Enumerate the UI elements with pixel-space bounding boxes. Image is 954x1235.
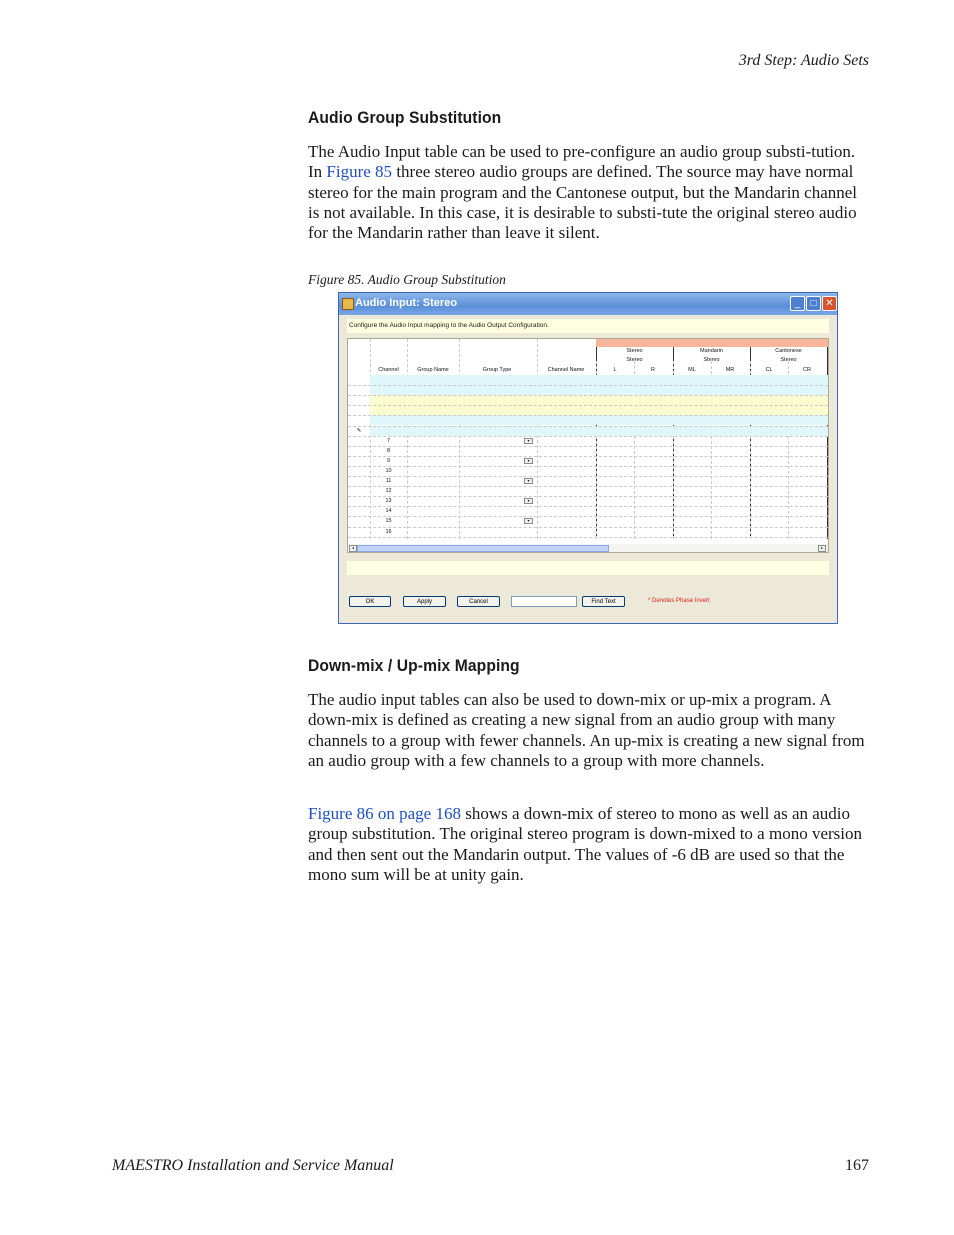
footer-manual-title: MAESTRO Installation and Service Manual bbox=[112, 1157, 394, 1174]
table-cell[interactable] bbox=[537, 527, 595, 537]
row-highlight bbox=[370, 426, 828, 436]
window-titlebar[interactable] bbox=[339, 293, 837, 315]
table-cell[interactable] bbox=[459, 436, 535, 446]
instruction-banner: Configure the Audio Input mapping to the Audio Output Configuration. bbox=[347, 319, 829, 333]
para-text-a: The Audio Input table can be used to pre-configure an audio group substi-tution. In bbox=[308, 142, 856, 182]
row-divider bbox=[348, 476, 828, 477]
row-divider bbox=[348, 385, 828, 386]
output-group-name: Mandarin bbox=[700, 348, 723, 354]
table-cell[interactable] bbox=[459, 516, 535, 526]
app-icon bbox=[342, 298, 354, 310]
dropdown-arrow-icon[interactable]: ▾ bbox=[524, 478, 533, 484]
table-cell[interactable]: 11 bbox=[385, 478, 392, 484]
para2-text: shows a down-mix of stereo to mono as well as an audio group substitution. The original stereo program is down-mixed to a mono version and then sent out the Mandarin output. The values of -6 dB are used so that the mono sum will be at unity gain. bbox=[308, 804, 862, 884]
table-cell[interactable] bbox=[407, 527, 459, 537]
output-header-strip bbox=[596, 338, 828, 347]
row-divider bbox=[348, 496, 828, 497]
para-text-b: three stereo audio groups are defined. The source may have normal stereo for the main program and the Cantonese output, but the Mandarin channel is not available. In this case, it is desirable to substi-tute the original stereo audio for the Mandarin rather than leave it silent. bbox=[308, 162, 858, 243]
row-edit-pencil-icon: ✎ bbox=[356, 427, 362, 434]
column-header: Group Name bbox=[417, 367, 449, 373]
row-divider bbox=[348, 486, 828, 487]
table-cell[interactable] bbox=[407, 496, 459, 506]
output-group-type: Stereo bbox=[780, 357, 797, 363]
dropdown-arrow-icon[interactable]: ▾ bbox=[524, 518, 533, 524]
row-divider bbox=[348, 446, 828, 447]
table-cell[interactable]: 9 bbox=[386, 457, 391, 464]
output-group-name: Stereo bbox=[626, 348, 643, 354]
close-icon[interactable]: ✕ bbox=[822, 296, 837, 311]
paragraph-figure-86 bbox=[308, 804, 870, 885]
table-cell[interactable] bbox=[537, 506, 595, 516]
column-header: Channel bbox=[378, 367, 399, 373]
table-cell[interactable] bbox=[537, 516, 595, 526]
figure-85-link[interactable]: Figure 85 bbox=[326, 162, 393, 182]
output-group-type: Stereo bbox=[703, 357, 720, 363]
row-divider bbox=[348, 466, 828, 467]
footer-page-number: 167 bbox=[845, 1157, 869, 1174]
row-highlight bbox=[370, 385, 828, 395]
output-channel-header: ML bbox=[688, 367, 696, 373]
mapping-grid[interactable] bbox=[347, 338, 829, 553]
table-cell[interactable] bbox=[459, 486, 535, 496]
table-cell[interactable]: 13 bbox=[385, 498, 392, 505]
status-bar bbox=[347, 561, 829, 575]
cancel-button[interactable]: Cancel bbox=[457, 596, 500, 607]
group-divider bbox=[827, 341, 828, 539]
ok-button[interactable]: OK bbox=[349, 596, 391, 607]
output-group-name: Cantonese bbox=[775, 348, 802, 354]
row-divider bbox=[348, 415, 828, 416]
scroll-thumb[interactable] bbox=[357, 545, 609, 552]
output-channel-header: MR bbox=[725, 367, 735, 373]
table-cell[interactable] bbox=[407, 466, 459, 476]
table-cell[interactable] bbox=[407, 516, 459, 526]
table-cell[interactable] bbox=[459, 466, 535, 476]
table-cell[interactable]: 15 bbox=[385, 518, 392, 525]
paragraph-substitution bbox=[308, 142, 870, 243]
table-cell[interactable] bbox=[407, 436, 459, 446]
table-cell[interactable] bbox=[459, 527, 535, 537]
table-cell[interactable] bbox=[537, 446, 595, 456]
row-highlight bbox=[370, 375, 828, 385]
table-cell[interactable]: 16 bbox=[385, 528, 392, 535]
table-cell[interactable] bbox=[407, 446, 459, 456]
table-cell[interactable] bbox=[537, 436, 595, 446]
row-divider bbox=[348, 506, 828, 507]
figure-caption: Figure 85. Audio Group Substitution bbox=[308, 272, 506, 287]
row-highlight bbox=[370, 415, 828, 425]
table-cell[interactable] bbox=[537, 476, 595, 486]
find-text-input[interactable] bbox=[511, 596, 577, 607]
row-divider bbox=[348, 456, 828, 457]
horizontal-scrollbar[interactable] bbox=[348, 544, 828, 553]
table-cell[interactable] bbox=[537, 486, 595, 496]
window-title: Audio Input: Stereo bbox=[355, 297, 458, 309]
row-divider bbox=[348, 405, 828, 406]
table-cell[interactable]: 8 bbox=[386, 447, 391, 454]
audio-input-window bbox=[338, 292, 838, 624]
find-text-button[interactable]: Find Text bbox=[582, 596, 625, 607]
table-cell[interactable] bbox=[459, 506, 535, 516]
table-cell[interactable] bbox=[537, 456, 595, 466]
output-channel-header: R bbox=[651, 367, 655, 373]
output-group-type: Stereo bbox=[626, 357, 643, 363]
maximize-icon[interactable]: □ bbox=[806, 296, 821, 311]
table-cell[interactable] bbox=[537, 466, 595, 476]
section-heading-down-mix: Down-mix / Up-mix Mapping bbox=[308, 656, 520, 675]
scroll-right-icon[interactable]: ▸ bbox=[818, 545, 826, 552]
table-cell[interactable] bbox=[459, 446, 535, 456]
row-divider bbox=[348, 426, 828, 427]
figure-86-link[interactable]: Figure 86 on page 168 bbox=[308, 804, 461, 823]
section-heading-audio-group-substitution: Audio Group Substitution bbox=[308, 108, 502, 127]
row-divider bbox=[348, 527, 828, 528]
running-head: 3rd Step: Audio Sets bbox=[738, 52, 869, 69]
row-divider bbox=[348, 436, 828, 437]
table-cell[interactable]: 12 bbox=[385, 488, 392, 495]
row-divider bbox=[348, 395, 828, 396]
table-cell[interactable] bbox=[407, 506, 459, 516]
table-cell[interactable] bbox=[407, 486, 459, 496]
table-cell[interactable] bbox=[407, 476, 459, 486]
table-cell[interactable] bbox=[459, 456, 535, 466]
table-cell[interactable] bbox=[407, 456, 459, 466]
apply-button[interactable]: Apply bbox=[403, 596, 446, 607]
scroll-left-icon[interactable]: ◂ bbox=[349, 545, 357, 552]
phase-invert-note: * Denotes Phase Invert bbox=[648, 598, 710, 604]
output-channel-header: CL bbox=[765, 367, 773, 373]
table-cell[interactable] bbox=[459, 496, 535, 506]
column-header: Channel Name bbox=[547, 367, 585, 373]
row-divider bbox=[348, 516, 828, 517]
column-header: Group Type bbox=[482, 367, 512, 373]
table-cell[interactable] bbox=[459, 476, 535, 486]
minimize-icon[interactable]: _ bbox=[790, 296, 805, 311]
table-cell[interactable] bbox=[537, 496, 595, 506]
paragraph-down-mix: The audio input tables can also be used to down-mix or up-mix a program. A down-mix is defined as creating a new signal from an audio group with many channels to a group with fewer channels. An up-mix is creating a new signal from an audio group with a few channels to a group with more channels. bbox=[308, 690, 865, 770]
dropdown-arrow-icon[interactable]: ▾ bbox=[524, 438, 533, 444]
dropdown-arrow-icon[interactable]: ▾ bbox=[524, 458, 533, 464]
table-cell[interactable]: 7 bbox=[386, 437, 391, 444]
row-divider bbox=[348, 537, 828, 538]
output-channel-header: CR bbox=[803, 367, 811, 373]
output-channel-header: L bbox=[613, 367, 617, 373]
row-highlight bbox=[370, 395, 828, 405]
table-cell[interactable]: 10 bbox=[385, 467, 392, 474]
table-cell[interactable]: 14 bbox=[385, 508, 392, 515]
row-highlight bbox=[370, 405, 828, 415]
dropdown-arrow-icon[interactable]: ▾ bbox=[524, 498, 533, 504]
